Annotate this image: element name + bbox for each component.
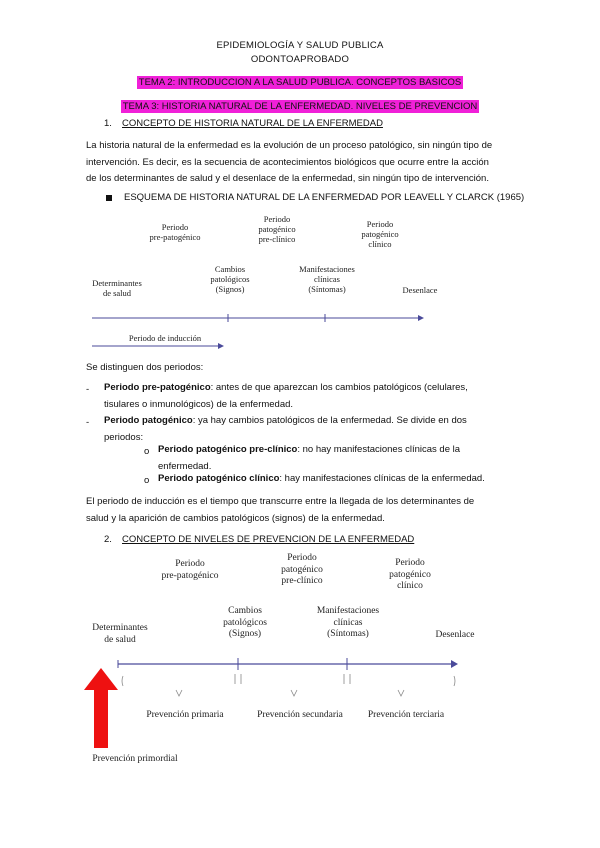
marker — [454, 676, 455, 686]
d2-tertiary-prevention: Prevención terciaria — [367, 710, 445, 720]
item-term: Periodo patogénico — [104, 415, 193, 426]
section2-number: 2. — [104, 534, 112, 545]
label-line: clínicas — [333, 617, 363, 628]
label-line: Periodo — [175, 559, 205, 569]
marker — [235, 674, 241, 684]
item-term: Periodo patogénico clínico — [158, 473, 280, 484]
label-line: clínicas — [314, 274, 340, 284]
marker — [122, 676, 123, 686]
item-desc: : hay manifestaciones clínicas de la enfermedad. — [279, 473, 485, 484]
label-line: Periodo — [366, 219, 394, 229]
d2-secondary-prevention: Prevención secundaria — [257, 710, 343, 720]
section2-title: CONCEPTO DE NIVELES DE PREVENCION DE LA ENFERMEDAD — [122, 534, 415, 545]
para-line: intervención. Es decir, es la secuencia de acontecimientos biológicos que ocurre entre la acción — [86, 156, 489, 168]
label-line: clínico — [397, 581, 423, 591]
label-line: Periodo — [263, 214, 291, 224]
d2-primary-prevention: Prevención primaria — [146, 710, 224, 720]
label-line: Determinantes — [92, 278, 142, 288]
item-desc: : antes de que aparezcan los cambios patológicos (celulares, — [210, 382, 468, 393]
doc-author: ODONTOAPROBADO — [250, 54, 350, 65]
item-desc: : no hay manifestaciones clínicas de la — [297, 444, 461, 455]
d2-symptoms — [306, 606, 390, 641]
label-line: (Síntomas) — [327, 629, 369, 639]
label-line: patológicos — [223, 617, 267, 628]
tema3-text: TEMA 3: HISTORIA NATURAL DE LA ENFERMEDAD. NIVELES DE PREVENCION — [122, 101, 478, 112]
marker — [344, 674, 350, 684]
primordial-arrow-icon — [84, 668, 118, 748]
marker — [176, 690, 182, 696]
label-line: patogénico — [281, 564, 323, 575]
item-line: enfermedad. — [158, 460, 212, 472]
d2-period-clinical — [370, 558, 450, 593]
label-line: de salud — [104, 634, 136, 645]
d2-period-preclinical — [262, 553, 342, 588]
dash: - — [86, 384, 90, 395]
item-line: periodos: — [104, 431, 144, 443]
item-line: tisulares o inmunológicos) de la enfermedad. — [104, 398, 294, 410]
section1-title: CONCEPTO DE HISTORIA NATURAL DE LA ENFERMEDAD — [122, 118, 383, 129]
d2-period-prepatogenic — [150, 559, 230, 582]
item-term: Periodo patogénico pre-clínico — [158, 444, 298, 455]
dash: - — [86, 417, 90, 428]
label-line: (Signos) — [228, 629, 262, 639]
item-term: Periodo pre-patogénico — [104, 382, 211, 393]
d2-determinants — [80, 623, 160, 646]
d2-outcome: Desenlace — [435, 630, 475, 640]
para-line: de los determinantes de salud y el desenlace de la enfermedad, sin ningún tipo de intervención. — [86, 173, 489, 184]
label-line: patogénico — [361, 229, 399, 239]
label-line: Determinantes — [92, 623, 148, 633]
label-line: patogénico — [258, 224, 296, 234]
periods-intro: Se distinguen dos periodos: — [86, 362, 204, 373]
sub-bullet: o — [144, 446, 150, 457]
label-line: de salud — [102, 288, 132, 298]
section1-number: 1. — [104, 118, 112, 129]
sub-bullet: o — [144, 475, 150, 486]
doc-subject: EPIDEMIOLOGÍA Y SALUD PUBLICA — [216, 40, 384, 51]
label-line: Periodo — [161, 222, 189, 232]
prevention-markers — [122, 674, 455, 696]
label-line: pre-patogénico — [161, 570, 219, 581]
d2-signs — [205, 606, 285, 641]
label-line: Cambios — [228, 606, 262, 616]
d2-primordial-prevention: Prevención primordial — [92, 754, 178, 764]
para-line: salud y la aparición de cambios patológicos (signos) de la enfermedad. — [86, 512, 385, 524]
para-line: El periodo de inducción es el tiempo que transcurre entre la llegada de los determinantes de — [86, 496, 475, 507]
label-line: pre-clínico — [281, 576, 323, 586]
tema2-text: TEMA 2: INTRODUCCION A LA SALUD PUBLICA. CONCEPTOS BASICOS — [138, 77, 462, 88]
label-line: patogénico — [389, 569, 431, 580]
label-line: Manifestaciones — [299, 264, 355, 274]
label-line: Manifestaciones — [316, 606, 380, 616]
schema-title: ESQUEMA DE HISTORIA NATURAL DE LA ENFERMEDAD POR LEAVELL Y CLARCK (1965) — [124, 192, 525, 203]
item-desc: : ya hay cambios patológicos de la enfermedad. Se divide en dos — [192, 415, 467, 426]
label-line: Cambios — [214, 264, 246, 274]
label-line: pre-clínico — [258, 234, 296, 244]
label-line: (Signos) — [215, 284, 245, 294]
label-line: clínico — [368, 239, 392, 249]
arrow-head-icon — [451, 660, 458, 668]
label-line: pre-patogénico — [149, 232, 201, 242]
label-line: Periodo — [287, 553, 317, 563]
marker — [398, 690, 404, 696]
d1-outcome: Desenlace — [402, 285, 438, 295]
para-line: La historia natural de la enfermedad es la evolución de un proceso patológico, sin ningún tipo de — [86, 140, 493, 151]
label-line: patológicos — [210, 274, 250, 284]
label-line: Periodo — [395, 558, 425, 568]
marker — [291, 690, 297, 696]
d1-induction-label: Periodo de inducción — [128, 333, 202, 343]
label-line: (Síntomas) — [308, 284, 346, 294]
